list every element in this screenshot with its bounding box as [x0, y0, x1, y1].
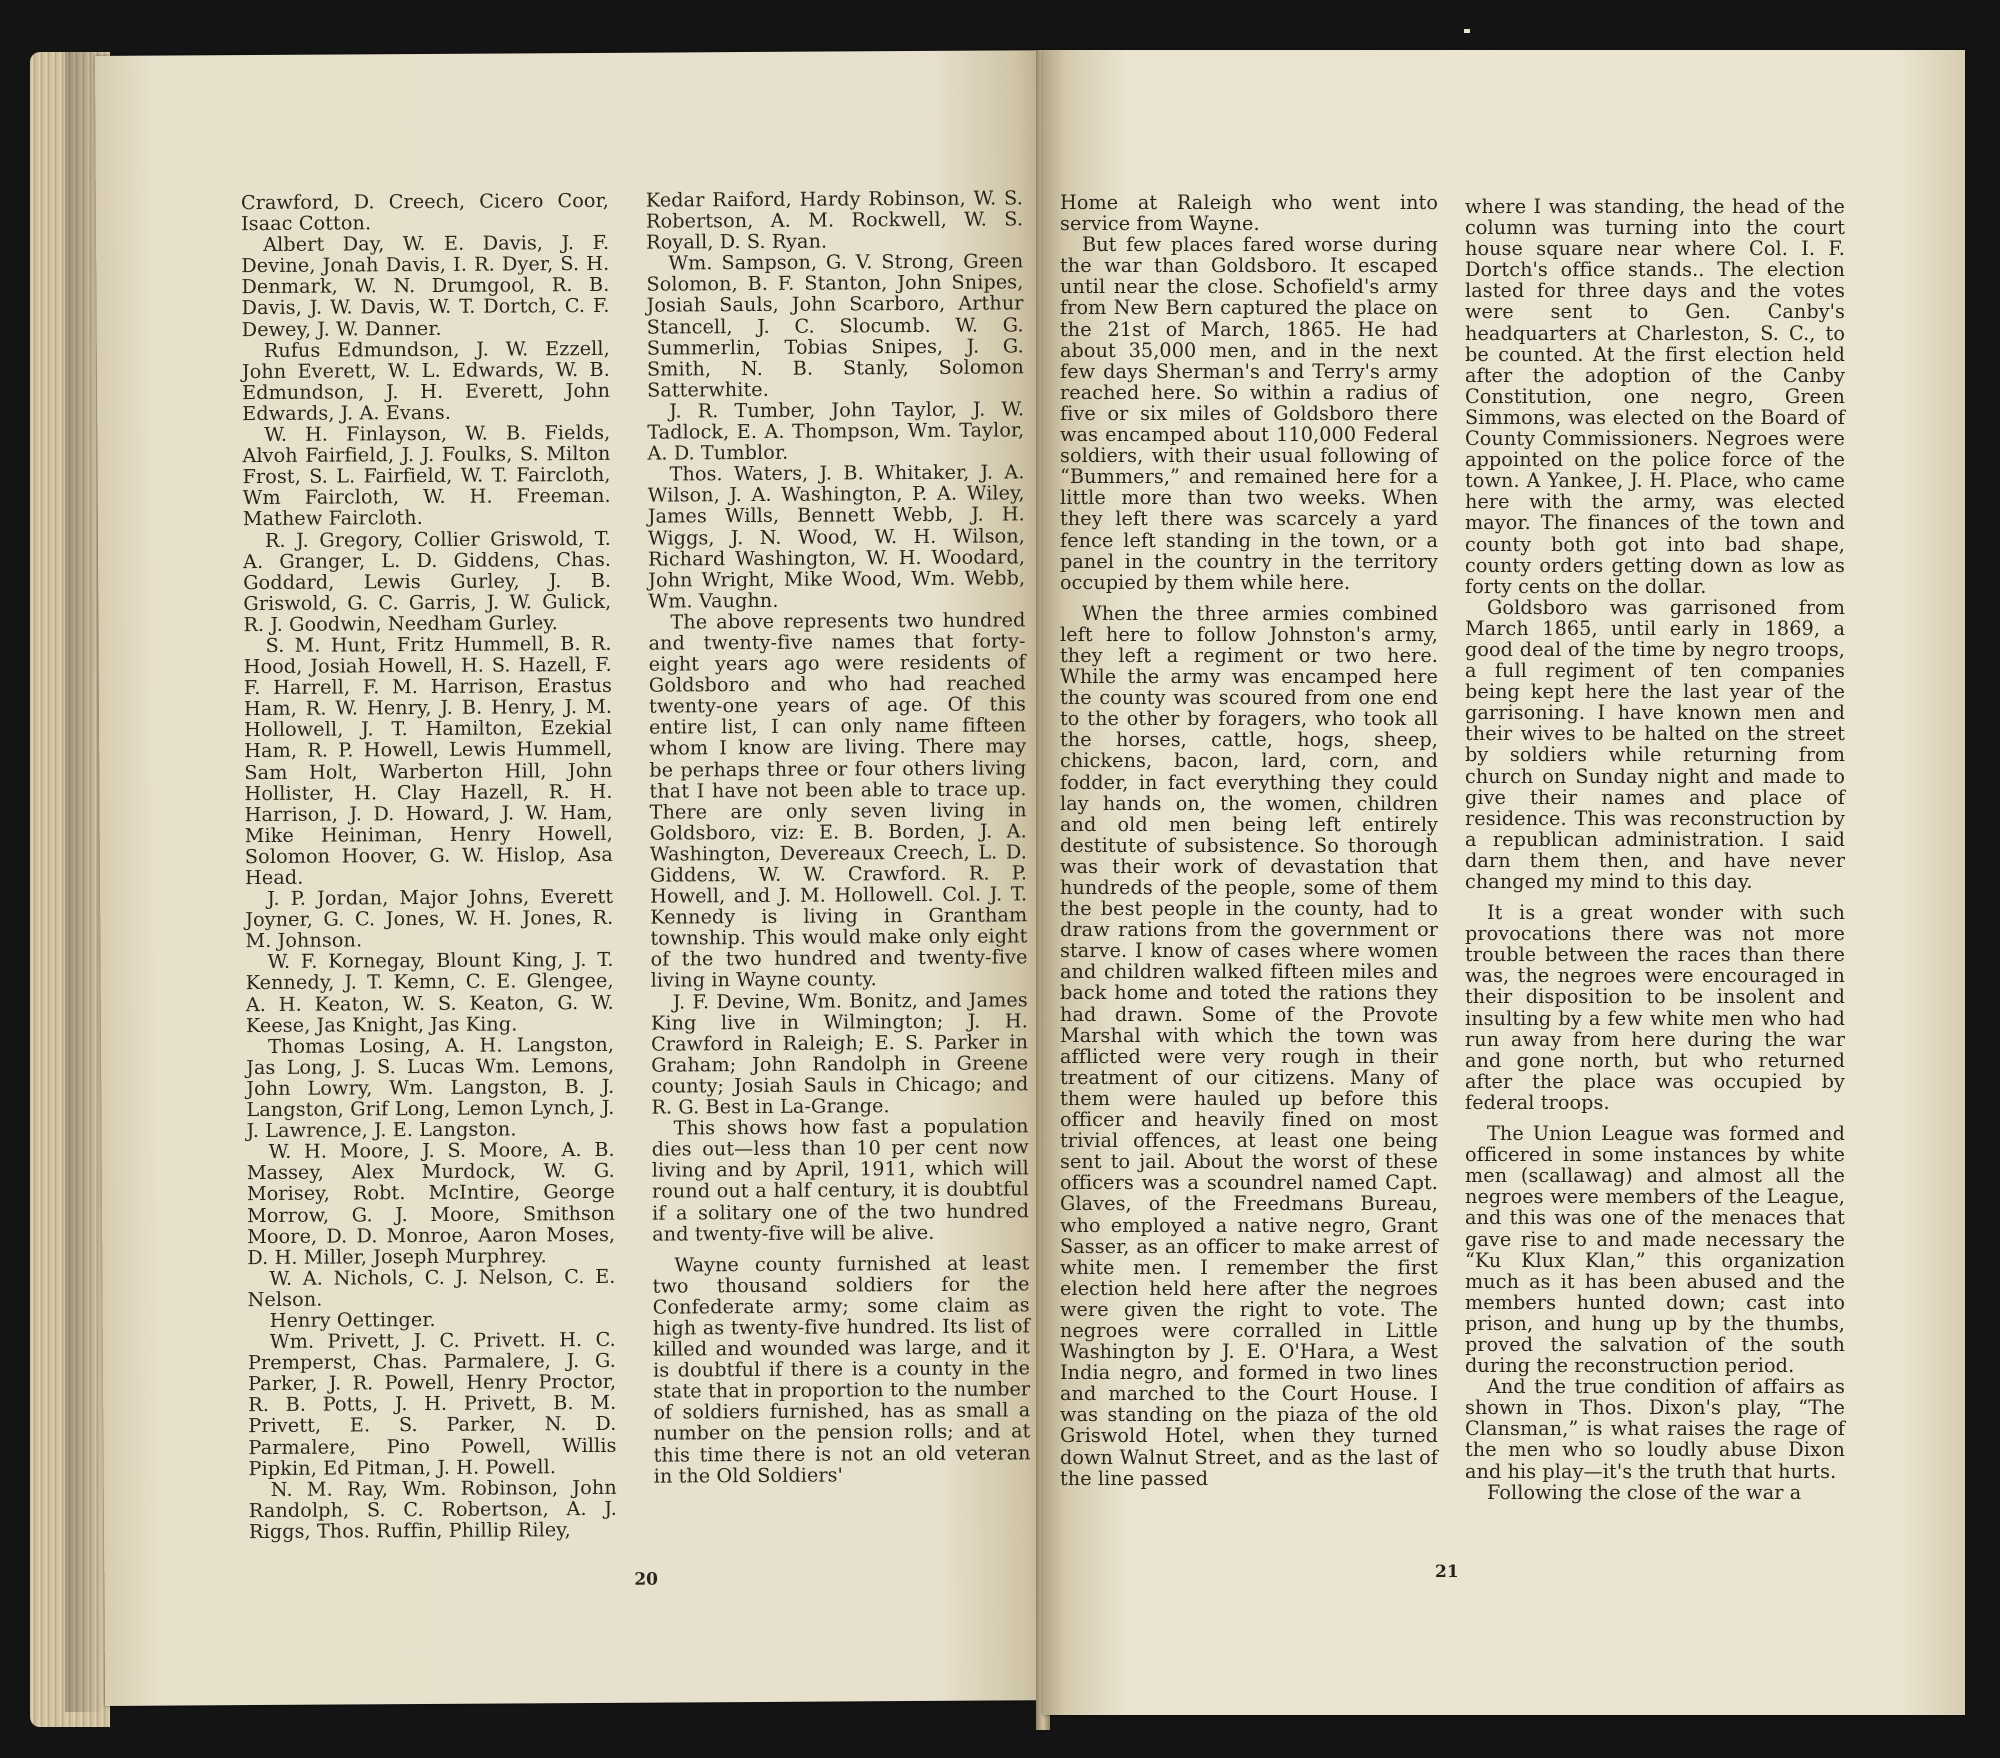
paragraph: Goldsboro was garrisoned from March 1865, until early in 1869, a good deal of the time by negro troops, a full regiment of ten companies being kept here the last year of the garrisoning. I have known men and their wives to be halted on the street by soldiers while returning from church on Sunday night and made to give their names and place of residence. This was reconstruction by a republican administration. I said darn them then, and have never changed my mind to this day. — [1465, 595, 1845, 893]
left-page-column-1 — [241, 190, 617, 1542]
right-page-column-1 — [1060, 192, 1438, 1489]
paragraph: Home at Raleigh who went into service from Wayne. — [1060, 191, 1438, 236]
paragraph: Following the close of the war a — [1487, 1480, 1802, 1504]
paragraph: It is a great wonder with such provocations there was not more trouble between the races than there was, the negroes were encouraged in their disposition to be insolent and insulting by a few white men who had run away from here during the war and gone north, but who returned after the place was occupied by federal troops. — [1465, 901, 1845, 1114]
right-page-column-2 — [1465, 196, 1845, 1503]
paragraph: Kedar Raiford, Hardy Robinson, W. S. Robertson, A. M. Rockwell, W. S. Royall, D. S. Ryan. — [645, 186, 1024, 254]
paragraph: The Union League was formed and officered in some instances by white men (scallawag) and almost all the negroes were members of the League, and this was one of the menaces that gave rise to and made necessary the “Ku Klux Klan,” this organization much as it has been abused and the members hunted down; cast into prison, and hung up by the thumbs, proved the salvation of the south during the reconstruction period. — [1465, 1122, 1845, 1378]
paragraph: W. H. Finlayson, W. B. Fields, Alvoh Fairfield, J. J. Foulks, S. Milton Frost, S. L. Fairfield, W. T. Faircloth, Wm Faircloth, W. H. Freeman. Mathew Faircloth. — [242, 420, 611, 531]
page-number: 20 — [634, 1569, 659, 1590]
paragraph: J. P. Jordan, Major Johns, Everett Joyner, G. C. Jones, W. H. Jones, R. M. Johnson. — [245, 884, 614, 953]
paragraph: Henry Oettinger. — [269, 1307, 436, 1332]
paragraph: R. J. Gregory, Collier Griswold, T. A. Granger, L. D. Giddens, Chas. Goddard, Lewis Gurley, J. B. Griswold, G. C. Garris, J. W. Gulick, R. J. Goodwin, Needham Gurley. — [243, 526, 612, 636]
paragraph: Wm. Sampson, G. V. Strong, Green Solomon, B. F. Stanton, John Snipes, Josiah Sauls, John Scarboro, Arthur Stancell, J. C. Slocumb. W. G. Summerlin, Tobias Snipes, J. G. Smith, N. B. Stanly, Solomon Satterwhite. — [646, 249, 1024, 402]
paragraph: Thomas Losing, A. H. Langston, Jas Long, J. S. Lucas Wm. Lemons, John Lowry, Wm. Langston, B. J. Langston, Grif Long, Lemon Lynch, J. J. Lawrence, J. E. Langston. — [246, 1032, 615, 1143]
paragraph: W. F. Kornegay, Blount King, J. T. Kennedy, J. T. Kemn, C. E. Glengee, A. H. Keaton, W. S. Keaton, G. W. Keese, Jas Knight, Jas King. — [245, 948, 614, 1037]
paragraph: J. F. Devine, Wm. Bonitz, and James King live in Wilmington; J. H. Crawford in Raleigh; E. S. Parker in Graham; John Randolph in Greene county; Josiah Sauls in Chicago; and R. G. Best in La-Grange. — [650, 987, 1029, 1119]
paragraph: Wm. Privett, J. C. Privett. H. C. Premperst, Chas. Parmalere, J. G. Parker, J. R. Powell, Henry Proctor, R. B. Potts, J. H. Privett, B. M. Privett, E. S. Parker, N. D. Parmalere, Pino Powell, Willis Pipkin, Ed Pitman, J. H. Powell. — [247, 1327, 617, 1480]
paragraph: And the true condition of affairs as shown in Thos. Dixon's play, “The Clansman,” is what raises the rage of the men who so loudly abuse Dixon and his play—it's the truth that hurts. — [1465, 1375, 1845, 1483]
paragraph: This shows how fast a population dies out—less than 10 per cent now living and by April, 1911, which will round out a half century, it is doubtful if a solitary one of the two hundred and twenty-five will be alive. — [651, 1114, 1030, 1246]
paragraph: N. M. Ray, Wm. Robinson, John Randolph, S. C. Robertson, A. J. Riggs, Thos. Ruffin, Phillip Riley, — [248, 1475, 617, 1543]
paragraph: W. A. Nichols, C. J. Nelson, C. E. Nelson. — [247, 1264, 616, 1311]
paragraph: Thos. Waters, J. B. Whitaker, J. A. Wilson, J. A. Washington, P. A. Wiley, James Wills, Bennett Webb, J. H. Wiggs, J. N. Wood, W. H. Wilson, Richard Washington, W. H. Woodard, John Wright, Mike Wood, Wm. Webb, Wm. Vaughn. — [647, 460, 1026, 613]
paragraph: J. R. Tumber, John Taylor, J. W. Tadlock, E. A. Thompson, Wm. Taylor, A. D. Tumblor. — [647, 397, 1025, 465]
paragraph: Albert Day, W. E. Davis, J. F. Devine, Jonah Davis, I. R. Dyer, S. H. Denmark, W. N. Drumgool, R. B. Davis, J. W. Davis, W. T. Dortch, C. F. Dewey, J. W. Danner. — [241, 231, 610, 341]
right-page — [1043, 50, 1965, 1715]
paragraph: S. M. Hunt, Fritz Hummell, B. R. Hood, Josiah Howell, H. S. Hazell, F. F. Harrell, F. M. Harrison, Erastus Ham, R. W. Henry, J. B. Henry, J. M. Hollowell, J. T. Hamilton, Ezekial Ham, R. P. Howell, Lewis Hummell, Sam Holt, Warberton Hill, John Hollister, H. Clay Hazell, R. H. Harrison, J. D. Howard, J. W. Ham, Mike Heiniman, Henry Howell, Solomon Hoover, G. W. Hislop, Asa Head. — [243, 631, 613, 890]
paragraph: where I was standing, the head of the column was turning into the court house square near where Col. I. F. Dortch's office stands.. The election lasted for three days and the votes were sent to Gen. Canby's headquarters at Charleston, S. C., to be counted. At the first election held after the adoption of the Canby Constitution, one negro, Green Simmons, was elected on the Board of County Commissioners. Negroes were appointed on the police force of the town. A Yankee, J. H. Place, who came here with the army, was elected mayor. The finances of the town and county both got into bad shape, county orders getting down as low as forty cents on the dollar. — [1465, 195, 1845, 598]
paragraph: Crawford, D. Creech, Cicero Coor, Isaac Cotton. — [240, 188, 609, 236]
paragraph: The above represents two hundred and twenty-five names that forty-eight years ago were residents of Goldsboro and who had reached twenty-one years of age. Of this entire list, I can only name fifteen whom I know are living. There may be perhaps three or four others living that I have not been able to trace up. There are only seven living in Goldsboro, viz: E. B. Borden, J. A. Washington, Devereaux Creech, L. D. Giddens, W. W. Crawford. R. P. Howell, and J. M. Hollowell. Col. J. T. Kennedy is living in Grantham township. This would make only eight of the two hundred and twenty-five living in Wayne county. — [648, 608, 1028, 993]
paragraph: W. H. Moore, J. S. Moore, A. B. Massey, Alex Murdock, W. G. Morisey, Robt. McIntire, George Morrow, G. J. Moore, Smithson Moore, D. D. Monroe, Aaron Moses, D. H. Miller, Joseph Murphrey. — [246, 1138, 616, 1269]
left-page-column-2 — [646, 187, 1031, 1486]
paragraph: When the three armies combined left here to follow Johnston's army, they left a regiment or two here. While the army was encamped here the county was scoured from one end to the other by foragers, who took all the horses, cattle, hogs, sheep, chickens, bacon, lard, corn, and fodder, in fact everything they could lay hands on, the women, children and old men being left entirely destitute of subsistence. So thorough was their work of devastation that hundreds of the people, some of them the best people in the county, had to draw rations from the government or starve. I know of cases where women and children walked fifteen miles and back home and toted the rations they had drawn. Some of the Provote Marshal with which the town was afflicted were very rough in their treatment of our citizens. Many of them were hauled up before this officer and heavily fined on most trivial offences, at least one being sent to jail. About the worst of these officers was a scoundrel named Capt. Glaves, of the Freedmans Bureau, who employed a native negro, Grant Sasser, as an officer to make arrest of white men. I remember the first election held here after the negroes were given the right to vote. The negroes were corralled in Little Washington by J. E. O'Hara, a West India negro, and formed in two lines and marched to the Court House. I was standing on the piaza of the old Griswold Hotel, when they turned down Walnut Street, and as the last of the line passed — [1060, 601, 1438, 1490]
scan-mark — [1464, 29, 1470, 33]
paragraph: Rufus Edmundson, J. W. Ezzell, John Everett, W. L. Edwards, W. B. Edmundson, J. H. Everett, John Edwards, J. A. Evans. — [241, 336, 611, 426]
left-page — [95, 50, 1055, 1706]
paragraph: But few places fared worse during the war than Goldsboro. It escaped until near the close. Schofield's army from New Bern captured the place on the 21st of March, 1865. He had about 35,000 men, and in the next few days Sherman's and Terry's army reached here. So within a radius of five or six miles of Goldsboro there was encamped about 110,000 Federal soldiers, with their usual following of “Bummers,” and remained here for a little more than two weeks. When they left there was scarcely a yard fence left standing in the town, or a panel in the country in the territory occupied by them while here. — [1060, 233, 1438, 594]
page-number: 21 — [1435, 1562, 1459, 1582]
paragraph: Wayne county furnished at least two thousand soldiers for the Confederate army; some claim as high as twenty-five hundred. Its list of killed and wounded was large, and it is doubtful if there is a county in the state that in proportion to the number of soldiers furnished, has as small a number on the pension rolls; and at this time there is not an old veteran in the Old Soldiers' — [652, 1251, 1031, 1488]
